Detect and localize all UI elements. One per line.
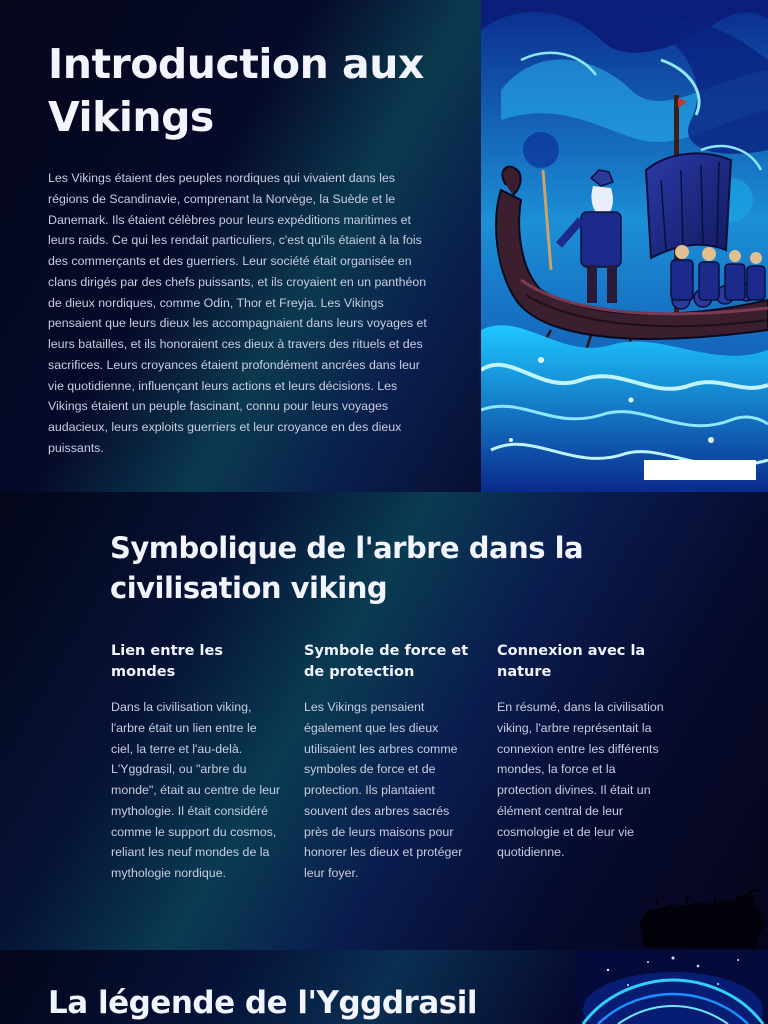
symbolism-slide: [0, 492, 768, 950]
column-heading: Lien entre les mondes: [111, 643, 223, 680]
symbolism-column-strength: [304, 641, 474, 884]
column-text: Les Vikings pensaient également que les dieux utilisaient les arbres comme symboles de force et de protection. Ils plantaient souvent des arbres sacrés près de leurs maisons pour honorer les dieux et protéger leur foyer.: [304, 700, 463, 880]
yggdrasil-image: [578, 950, 768, 1024]
column-text: En résumé, dans la civilisation viking, l'arbre représentait la connexion entre les différents mondes, la force et la protection divines. Il était un élément central de leur cosmologie et de leur vie quotidienne.: [497, 700, 664, 860]
symbolism-title: Symbolique de l'arbre dans la civilisation viking: [110, 531, 584, 605]
legend-slide: [0, 950, 768, 1024]
intro-slide: [0, 0, 768, 492]
intro-title: Introduction aux Vikings: [48, 40, 424, 141]
ink-blot-decoration: [638, 888, 768, 950]
symbolism-column-nature: [497, 641, 667, 863]
column-heading: Symbole de force et de protection: [304, 643, 469, 680]
intro-body-text: Les Vikings étaient des peuples nordiques qui vivaient dans les régions de Scandinavie, comprenant la Norvège, la Suède et le Danemark. Ils étaient célèbres pour leurs expéditions maritimes et leurs raids. Ce qui les rendait particuliers, c'est qu'ils étaient à la fois des commerçants et des guerriers. Leur société était organisée en clans dirigés par des chefs puissants, et ils croyaient en un panthéon de dieux nordiques, comme Odin, Thor et Freyja. Les Vikings pensaient que leurs dieux les accompagnaient dans leurs voyages et leurs batailles, et ils honoraient ces dieux à travers des rituels et des sacrifices. Leurs croyances étaient profondément ancrées dans leur vie quotidienne, influençant leurs actions et leurs décisions. Les Vikings étaient un peuple fascinant, connu pour leurs voyages audacieux, leurs exploits guerriers et leur croyance en des dieux puissants.: [48, 171, 427, 455]
legend-title: La légende de l'Yggdrasil: [48, 985, 477, 1021]
image-caption-box: [644, 460, 756, 480]
viking-longship-image: [481, 0, 768, 492]
column-heading: Connexion avec la nature: [497, 643, 646, 680]
column-text: Dans la civilisation viking, l'arbre était un lien entre le ciel, la terre et l'au-delà. L'Yggdrasil, ou "arbre du monde", était au centre de leur mythologie. Il était considéré comme le support du cosmos, reliant les neuf mondes de la mythologie nordique.: [111, 700, 281, 880]
symbolism-column-worlds: [111, 641, 281, 884]
